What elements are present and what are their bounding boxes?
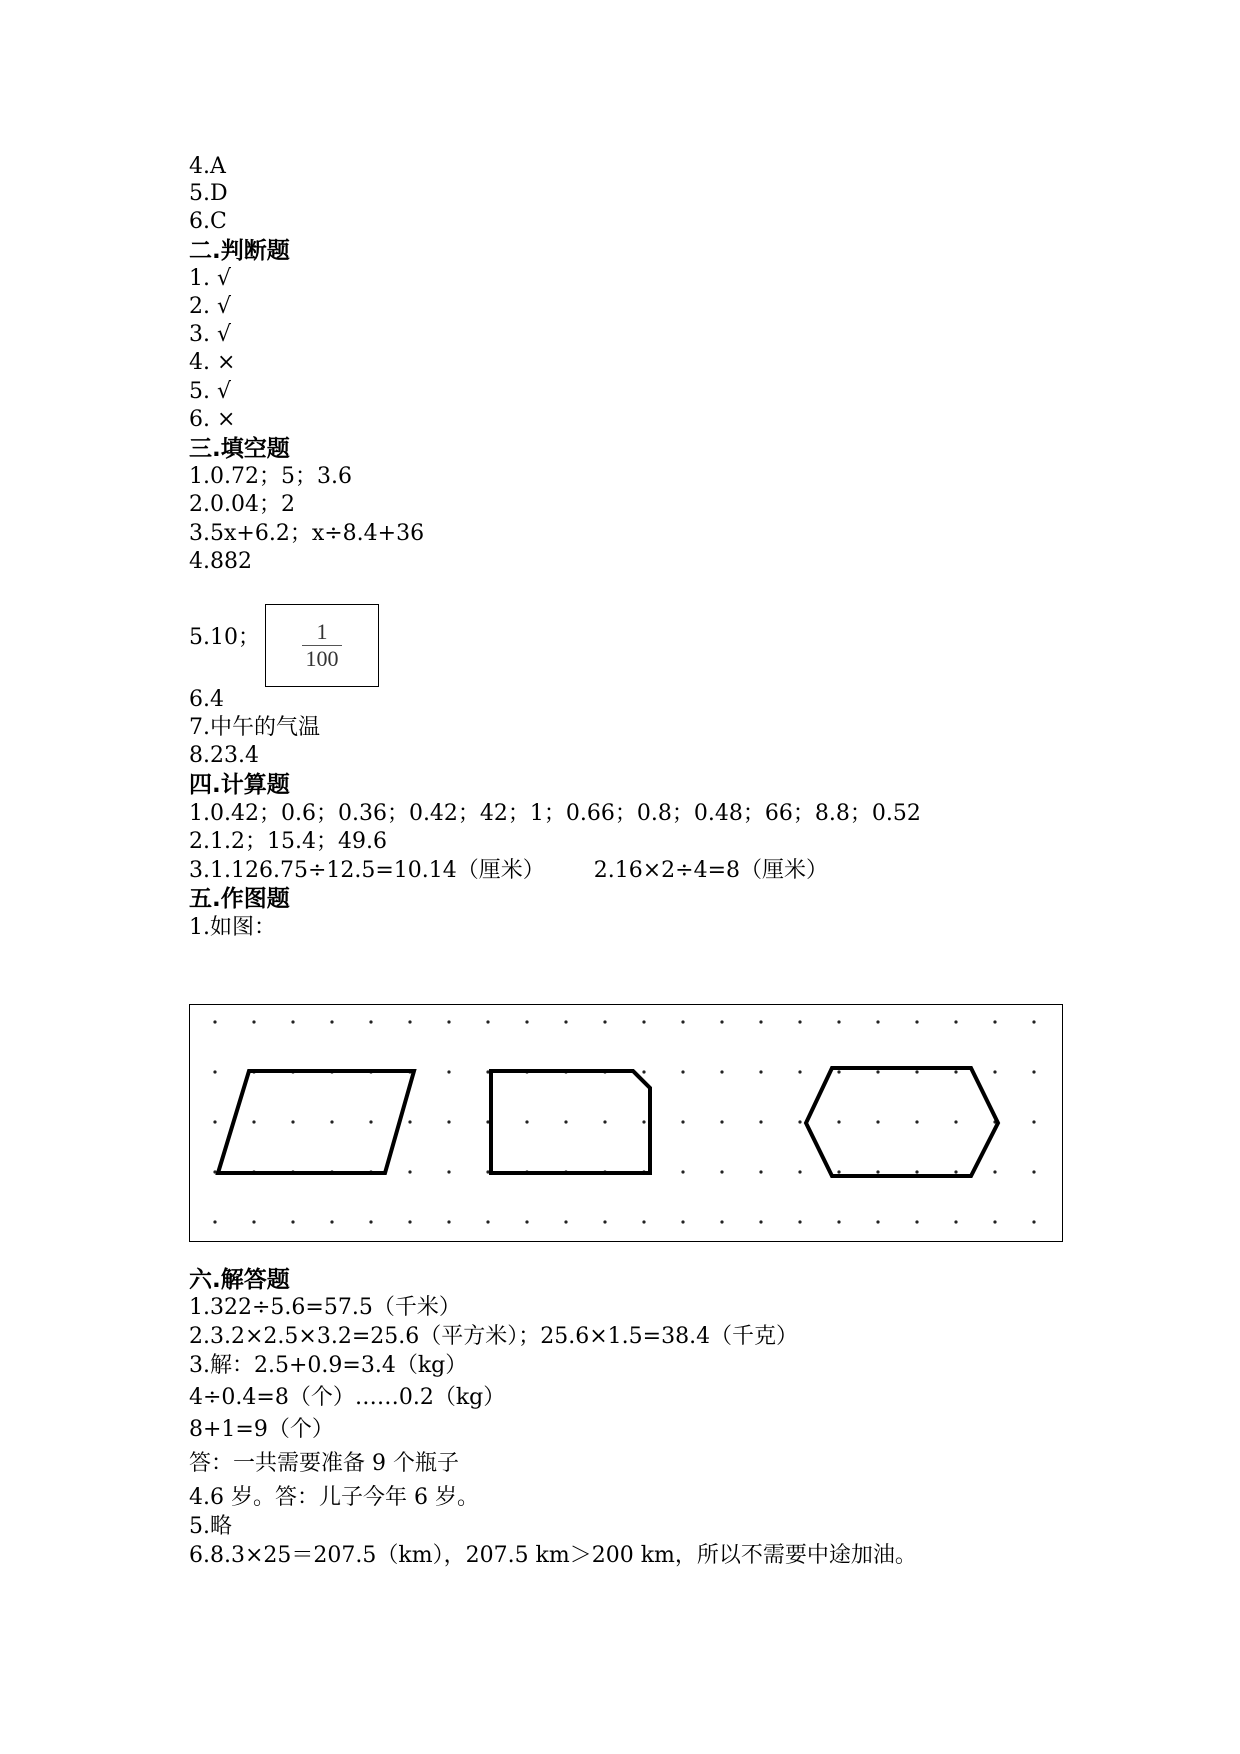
answer-line: 4.882: [189, 549, 252, 574]
grid-dot: [447, 1020, 450, 1023]
grid-dot: [213, 1220, 216, 1223]
grid-dot: [642, 1070, 645, 1073]
answer-line: 1.322÷5.6=57.5（千米）: [189, 1295, 461, 1320]
grid-dot: [642, 1120, 645, 1123]
grid-dot: [291, 1120, 294, 1123]
grid-dot: [525, 1220, 528, 1223]
cut-corner-rectangle-shape: [491, 1071, 650, 1173]
grid-dot: [447, 1120, 450, 1123]
grid-dot: [213, 1070, 216, 1073]
grid-dot: [408, 1170, 411, 1173]
grid-dot: [330, 1120, 333, 1123]
grid-dot: [408, 1120, 411, 1123]
grid-dot: [876, 1070, 879, 1073]
grid-dot: [993, 1170, 996, 1173]
grid-dot: [291, 1220, 294, 1223]
section-heading: 六.解答题: [189, 1267, 290, 1293]
grid-dot: [759, 1020, 762, 1023]
grid-dot: [642, 1020, 645, 1023]
grid-dot: [798, 1170, 801, 1173]
grid-dot: [1032, 1170, 1035, 1173]
grid-dot: [837, 1220, 840, 1223]
grid-dot: [564, 1020, 567, 1023]
dot-grid-figure: [189, 1004, 1063, 1242]
grid-dot: [681, 1170, 684, 1173]
grid-dot: [759, 1170, 762, 1173]
grid-dot: [525, 1020, 528, 1023]
grid-dot: [915, 1070, 918, 1073]
grid-dot: [564, 1120, 567, 1123]
answer-line: 8.23.4: [189, 743, 259, 768]
grid-dot: [759, 1120, 762, 1123]
grid-dot: [369, 1120, 372, 1123]
answer-line: 2.3.2×2.5×3.2=25.6（平方米）；25.6×1.5=38.4（千克）: [189, 1324, 799, 1349]
grid-dot: [447, 1220, 450, 1223]
answer-line: 5.略: [189, 1514, 232, 1539]
grid-dot: [408, 1020, 411, 1023]
answer-line: 4.6 岁。答：儿子今年 6 岁。: [189, 1485, 479, 1510]
dot-grid-drawing: [190, 1005, 1062, 1241]
fraction-image: [265, 604, 379, 687]
grid-dot: [720, 1120, 723, 1123]
grid-dot: [213, 1020, 216, 1023]
answer-line: 2.0.04；2: [189, 492, 295, 517]
grid-dot: [213, 1120, 216, 1123]
answer-line: 1.如图：: [189, 915, 276, 940]
grid-dot: [681, 1120, 684, 1123]
grid-dot: [330, 1220, 333, 1223]
grid-dot: [798, 1070, 801, 1073]
grid-dot: [876, 1220, 879, 1223]
grid-dot: [876, 1020, 879, 1023]
answer-line: 6.C: [189, 209, 227, 234]
grid-dot: [954, 1020, 957, 1023]
grid-dot: [798, 1020, 801, 1023]
answer-line: 2. √: [189, 294, 232, 319]
answer-line: 3. √: [189, 322, 232, 347]
answer-line: 6.4: [189, 687, 224, 712]
parallelogram-shape: [218, 1071, 414, 1173]
answer-line: 8+1=9（个）: [189, 1417, 334, 1442]
answer-line: 7.中午的气温: [189, 715, 320, 740]
answer-line: 3.解：2.5+0.9=3.4（kg）: [189, 1353, 468, 1378]
grid-dot: [954, 1220, 957, 1223]
grid-dot: [486, 1020, 489, 1023]
answer-line: 3.5x+6.2；x÷8.4+36: [189, 521, 425, 546]
answer-line: 1.0.42；0.6；0.36；0.42；42；1；0.66；0.8；0.48；66；8.8；0.52: [189, 801, 921, 826]
answer-line: 3.1.126.75÷12.5=10.14（厘米） 2.16×2÷4=8（厘米）: [189, 858, 829, 883]
grid-dot: [915, 1220, 918, 1223]
grid-dot: [252, 1120, 255, 1123]
section-heading: 五.作图题: [189, 886, 290, 912]
answer-line: 5.10；: [189, 625, 260, 650]
grid-dot: [681, 1020, 684, 1023]
grid-dot: [603, 1020, 606, 1023]
grid-dot: [837, 1020, 840, 1023]
hexagon-shape: [806, 1068, 998, 1176]
grid-dot: [447, 1070, 450, 1073]
grid-dot: [759, 1070, 762, 1073]
fraction: [302, 620, 342, 671]
grid-dot: [954, 1170, 957, 1173]
grid-dot: [954, 1120, 957, 1123]
grid-dot: [291, 1020, 294, 1023]
answer-line: 4. ×: [189, 350, 236, 375]
grid-dot: [837, 1170, 840, 1173]
answer-line: 6.8.3×25＝207.5（km），207.5 km＞200 km，所以不需要中途加油。: [189, 1543, 917, 1568]
answer-line: 1.0.72；5；3.6: [189, 464, 352, 489]
grid-dot: [1032, 1120, 1035, 1123]
grid-dot: [252, 1020, 255, 1023]
fraction-numerator: 1: [316, 619, 328, 644]
answer-line: 2.1.2；15.4；49.6: [189, 829, 387, 854]
grid-dot: [1032, 1020, 1035, 1023]
grid-dot: [720, 1170, 723, 1173]
grid-dot: [720, 1020, 723, 1023]
grid-dot: [954, 1070, 957, 1073]
answer-line: 4.A: [189, 154, 226, 179]
section-heading: 四.计算题: [189, 772, 290, 798]
grid-dot: [915, 1170, 918, 1173]
grid-dot: [915, 1120, 918, 1123]
grid-dot: [993, 1020, 996, 1023]
grid-dot: [1032, 1220, 1035, 1223]
grid-dot: [876, 1120, 879, 1123]
fraction-denominator: 100: [305, 646, 339, 671]
grid-dot: [720, 1220, 723, 1223]
grid-dot: [681, 1070, 684, 1073]
section-heading: 三.填空题: [189, 436, 290, 462]
grid-dot: [876, 1170, 879, 1173]
answer-line: 1. √: [189, 266, 232, 291]
grid-dot: [837, 1120, 840, 1123]
grid-dots: [213, 1020, 1035, 1223]
answer-line: 5. √: [189, 379, 232, 404]
grid-dot: [447, 1170, 450, 1173]
grid-dot: [369, 1220, 372, 1223]
grid-dot: [993, 1070, 996, 1073]
grid-dot: [564, 1220, 567, 1223]
answer-line: 4÷0.4=8（个）……0.2（kg）: [189, 1385, 506, 1410]
grid-dot: [603, 1220, 606, 1223]
grid-dot: [1032, 1070, 1035, 1073]
grid-dot: [720, 1070, 723, 1073]
answer-line: 5.D: [189, 181, 228, 206]
grid-dot: [759, 1220, 762, 1223]
grid-dot: [408, 1220, 411, 1223]
grid-dot: [525, 1120, 528, 1123]
grid-dot: [486, 1220, 489, 1223]
grid-dot: [369, 1020, 372, 1023]
grid-dot: [681, 1220, 684, 1223]
grid-dot: [252, 1220, 255, 1223]
grid-dot: [837, 1070, 840, 1073]
grid-dot: [603, 1120, 606, 1123]
grid-dot: [798, 1120, 801, 1123]
grid-dot: [642, 1220, 645, 1223]
section-heading: 二.判断题: [189, 238, 290, 264]
answer-line: 答：一共需要准备 9 个瓶子: [189, 1451, 459, 1476]
answer-line: 6. ×: [189, 407, 236, 432]
grid-dot: [798, 1220, 801, 1223]
grid-dot: [993, 1220, 996, 1223]
grid-dot: [330, 1020, 333, 1023]
grid-dot: [915, 1020, 918, 1023]
